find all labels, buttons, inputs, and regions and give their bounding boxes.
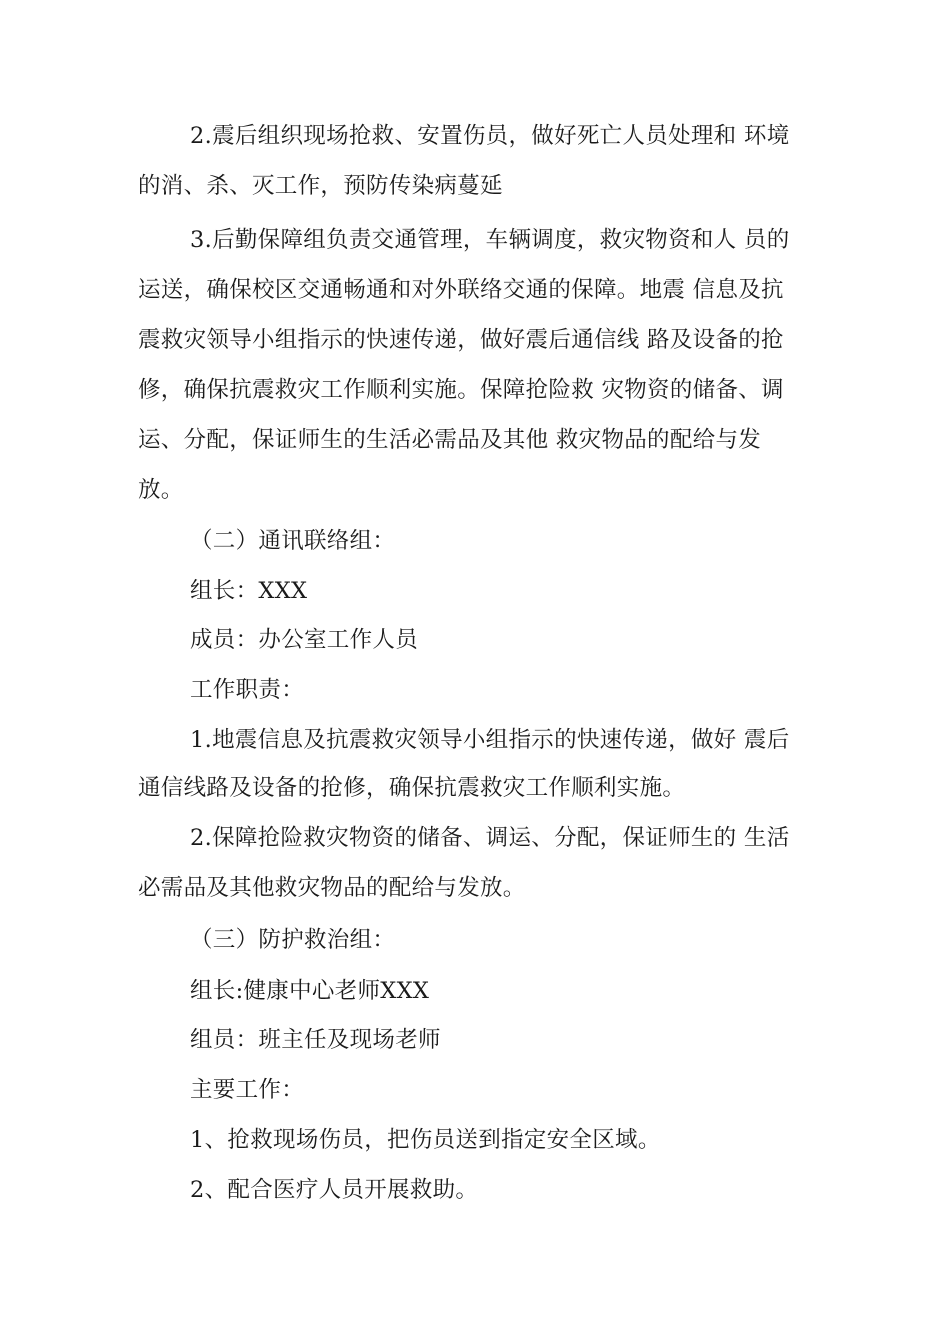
paragraph-line: 2.震后组织现场抢救、安置伤员，做好死亡人员处理和 环境 [190,123,790,149]
paragraph-line: 1、抢救现场伤员，把伤员送到指定安全区域。 [190,1127,661,1153]
paragraph-line: 的消、杀、灭工作，预防传染病蔓延 [138,173,503,199]
section-heading: （二）通讯联络组： [190,528,396,554]
paragraph-line: 2、配合医疗人员开展救助。 [190,1177,479,1203]
paragraph-line: 震救灾领导小组指示的快速传递，做好震后通信线 路及设备的抢 [138,327,784,353]
paragraph-line: 组员：班主任及现场老师 [190,1027,441,1053]
paragraph-line: 放。 [138,477,184,503]
paragraph-line: 组长：XXX [190,578,308,604]
section-heading: （三）防护救治组： [190,927,396,953]
paragraph-line: 3.后勤保障组负责交通管理，车辆调度，救灾物资和人 员的 [190,227,790,253]
paragraph-line: 1.地震信息及抗震救灾领导小组指示的快速传递，做好 震后 [190,727,790,753]
paragraph-line: 组长:健康中心老师XXX [190,978,430,1004]
paragraph-line: 工作职责： [190,677,305,703]
paragraph-line: 主要工作： [190,1077,305,1103]
paragraph-line: 2.保障抢险救灾物资的储备、调运、分配，保证师生的 生活 [190,825,790,851]
paragraph-line: 运、分配，保证师生的生活必需品及其他 救灾物品的配给与发 [138,427,762,453]
paragraph-line: 通信线路及设备的抢修，确保抗震救灾工作顺利实施。 [138,775,686,801]
paragraph-line: 修，确保抗震救灾工作顺利实施。保障抢险救 灾物资的储备、调 [138,377,784,403]
paragraph-line: 必需品及其他救灾物品的配给与发放。 [138,875,526,901]
paragraph-line: 运送，确保校区交通畅通和对外联络交通的保障。地震 信息及抗 [138,277,784,303]
paragraph-line: 成员：办公室工作人员 [190,627,419,653]
